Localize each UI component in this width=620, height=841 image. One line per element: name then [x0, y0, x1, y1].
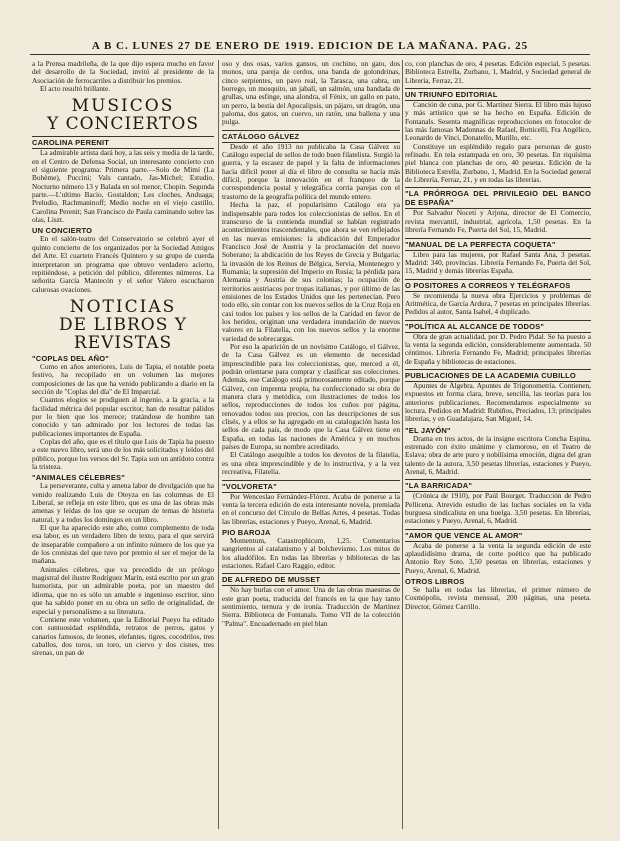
paragraph: En el salón-teatro del Conservatorio se celebró ayer el quinto concierto de los organizados por la Sociedad Amigos del Arte. El cuarteto Francés Quintero y su grupo de cuerda interpretaron un programa que obtuvo verdadero acierto, repitiéndose, a petición del público, diferentes números. La señorita García Mantecón y el señor Valero escucharon calurosas ovaciones.: [32, 234, 214, 294]
paragraph: Contiene este volumen, que la Editorial Pueyo ha editado con suntuosidad espléndida, retratos de perros, gatos y canarios famosos, de leones, elefantes, tigres, cocodrilos, tres caballos, dos toros, un toro, un ciervo y dos cisnes, tres sirenas, un pan de: [32, 614, 214, 658]
column-1: [32, 60, 214, 829]
article-heading: "LA PRÓRROGA DEL PRIVILEGIO DEL BANCO DE ESPAÑA": [405, 189, 591, 208]
paragraph: Apuntes de Álgebra. Apuntes de Trigonometría. Contienen, expuestos en forma clara, breve, sencilla, las teorías para los anteriores publicaciones. Recomendamos especialmente su lectura. Pedidos en Madrid: Rubiños, Preciados, 13; principales librerías, y en Guadalajara, San Miguel, 14.: [405, 380, 591, 424]
article-heading: CATÁLOGO GÁLVEZ: [222, 130, 400, 143]
section-title-musicos: MUSICOS: [71, 96, 175, 117]
paragraph: La admirable artista dará hoy, a las seis y media de la tarde, en el Centro de Defensa Social, un interesante concierto con el siguiente programa: Primera parte.—Solo de Mimí (La Bohème), Puccini; Vals cantado, Jas-Michel; Estudio, Nocturno número 13 y Balada en sol menor, Chopin. Segunda parte.—L'ultimo Bacio, Gostaldon; Les cloches, Anduaga; Preludio, Rachmaninoff; Medio noche en el viejo castillo, Carolina Perenit; San Francisco de Paula caminando sobre las olas, Liszt.: [32, 148, 214, 225]
paragraph: co, con planchas de oro, 4 pesetas. Edición especial, 5 pesetas. Biblioteca Estrella, Zurbano, 1, Madrid, y Sociedad general de Librería, Ferraz, 21.: [405, 60, 591, 85]
column-2: [222, 60, 400, 829]
paragraph: oso y dos osas, varios gansos, un cochino, un gato, dos monos, una pareja de cerdos, una banda de golondrinas, cinco serpientes, un pavo real, la Tarasca, una cabra, un borrego, un mosquito, un jabalí, un salmón, una bandada de grullas, una esfinge, una alondra, el Fénix, un gallo en pato, un perro, la bestia del Apocalipsis, un pájaro, un dragón, una paloma, dos gatos, un cuervo, un ratón, una ballena y una pulga.: [222, 60, 400, 127]
column-divider: [218, 60, 219, 829]
article-heading: "ANIMALES CÉLEBRES": [32, 473, 126, 483]
article-heading: "MANUAL DE LA PERFECTA COQUETA": [405, 238, 591, 251]
paragraph: Por Wenceslao Fernández-Flórez. Acaba de ponerse a la venta la tercera edición de esta interesante novela, premiada en el concurso del Círculo de Bellas Artes, 4 pesetas. Todas las librerías, estaciones y Pueyo, Arenal, 6, Madrid.: [222, 491, 400, 526]
paragraph: La perseverante, culta y amena labor de divulgación que ha venido realizando Luis de Oteyza en las columnas de El Liberal, se refleja en este libro, que es una de las obras más amenas y leídas de los que se ocupan de temas de historia natural, y a todos los domingos en un libro.: [32, 481, 214, 524]
paragraph: Hecha la paz, el popularísimo Catálogo era ya indispensable para todos los coleccionistas de sellos. En el transcurso de la contienda mundial se habían registrado acontecimientos trascendentales, que ahora se ven reflejados en las nuevas emisiones: la abdicación del Emperador Francisco José de Austria y la proclamación del nuevo Soberano; la abdicación de los Reyes de Grecia y Bulgaria; la invasión de los Reinos de Bélgica, Servia, Montenegro y Rumanía; la supresión del Imperio en Rusia; la pérdida para Alemania y Austria de sus colonias; la ocupación de territorios austriacos por tropas italianas, y por último de las emisiones de los Estados Unidos que les pertenecían. Pero todo ello, sin contar con los nuevos sellos de la Cruz Roja en casi todos los países y los sellos de la Caridad en favor de los heridos, originan una verdadera inundación de nuevos valores en la Filatelia, con los nuevos sellos y la enorme variedad de sobrecargas.: [222, 200, 400, 343]
section-title-libros: DE LIBROS Y REVISTAS: [59, 314, 187, 353]
article-heading: "LA BARRICADA": [405, 479, 591, 492]
article-heading: O POSITORES A CORREOS Y TELÉGRAFOS: [405, 279, 591, 292]
paragraph: Animales célebres, que va precedido de un prólogo magistral del ilustre Rodríguez Marín, está escrito por un gran humorista, por un admirable poeta, por un maestro del idioma, que no es sólo un amable e ingenioso escritor, sino que ha sabido poner en su obra un sello de originalidad, de especial y personalismo a su literatura.: [32, 564, 214, 616]
article-heading: "AMOR QUE VENCE AL AMOR": [405, 529, 591, 542]
article-heading: UN CONCIERTO: [32, 226, 93, 236]
paragraph: Libro para las mujeres, por Rafael Santa Ana, 3 pesetas. Madrid: 340, provincias. Librería Fernando Fe, Puerta del Sol, 15, Madrid y demás librerías España.: [405, 249, 591, 276]
paragraph: Por Salvador Noceti y Arjona, director de El Comercio, revista mercantil, industrial, agrícola, 1,50 pesetas. En la librería Fernando Fe, Puerta del Sol, 15, Madrid.: [405, 208, 591, 235]
paragraph: No hay burlas con el amor. Una de las obras maestras de este gran poeta, traducida del francés en la que hay tanto sentimiento, ternura y de ironía. Traducción de Martínez Sierra. Biblioteca de Fontanals. Tomo VII de la colección "Palma". Encuadernado en piel blan: [222, 585, 400, 628]
paragraph: Drama en tres actos, de la insigne escritora Concha Espina, estrenado con éxito unánime y clamoroso, en el Teatro de Eslava; obra de arte puro y nobilísima emoción, digna del gran talento de la autora, 3,50 pesetas librerías, estaciones y Pueyo, Arenal, 6, Madrid.: [405, 433, 591, 477]
article-heading: PIO BAROJA: [222, 527, 271, 537]
paragraph: El que ha aparecido este año, como complemento de toda esa labor, es un verdadero libro de texto, para el que servirá de inseparable compañero a un infinito número de los que ya de los cronistas del que tuvo por premio el ser el mejor de la mañana.: [32, 523, 214, 566]
paragraph: (Crónica de 1910), por Paúl Bourget. Traducción de Pedro Pellicena. Atrevido estudio de las luchas sociales en la vida burguesa sindicalista en una huelga. 3,50 pesetas. En librerías, estaciones y Pueyo, Arenal, 6, Madrid.: [405, 491, 591, 526]
paragraph: Como en años anteriores, Luis de Tapia, el notable poeta festivo, ha recopilado en un volumen las mejores composiciones de las que ha venido publicando a diario en la sección de "Coplas del día" de El Imparcial.: [32, 361, 214, 396]
column-3: [405, 60, 591, 829]
paragraph: El acto resultó brillante.: [40, 84, 111, 94]
paragraph: Momentum, Catastrophicum, 1,25. Comentarios sangrientos al catalanismo y al bolchevismo. Los mitos de los aliadófilos. En todas las librerías y bibliotecas de las estaciones. Rafael Caro Raggio, editor.: [222, 535, 400, 570]
paragraph: Coplas del año, que es el título que Luis de Tapia ha puesto a este nuevo libro, será uno de los más solicitados y leídos del público, porque los versos del Sr. Tapia son un antídoto contra la tristeza.: [32, 436, 214, 471]
paragraph: Acaba de ponerse a la venta la segunda edición de este aplaudidísimo drama, de corte poético que ha publicado Antonio Rey Soto. 3,50 pesetas en librerías, estaciones y Pueyo, Arenal, 6, Madrid.: [405, 540, 591, 575]
paragraph: Constituye un espléndido regalo para personas de gusto refinado. En tela estampada en oro, 30 pesetas. En riquísima piel blanca con planchas de oro, 40 pesetas. Edición de la Biblioteca Estrella, Zurbano, 1, Madrid. En la Sociedad general de Librería, Ferraz, 21, y en todas las librerías.: [405, 141, 591, 185]
article-heading: PUBLICACIONES DE LA ACADEMIA CUBILLO: [405, 369, 591, 382]
article-heading: CAROLINA PERENIT: [32, 136, 214, 149]
article-heading: "POLÍTICA AL ALCANCE DE TODOS": [405, 320, 591, 333]
header-rule: [30, 54, 590, 55]
paragraph: Desde el año 1913 no publicaba la Casa Gálvez su Catálogo especial de sellos de todo buen filatelista. Surgió la guerra, y la escasez de papel y la falta de informaciones hacía difícil poner al día el libro de consulta se hacía más difícil, porque la innovación en el franqueo de la correspondencia postal y telegráfica corría parejas con el trastorno de la geografía política del mundo entero.: [222, 141, 400, 201]
article-heading: OTROS LIBROS: [405, 577, 465, 587]
article-heading: "COPLAS DEL AÑO": [32, 353, 109, 363]
paragraph: Por eso la aparición de un novísimo Catálogo, el Gálvez, de la Casa Gálvez es un elemento de necesidad imprescindible para los coleccionistas, que, merced a él, podrán orientarse para comprar y clasificar sus colecciones. Además, ese Catálogo está primorosamente editado, porque Gálvez, con imprenta propia, ha confeccionado su obra de manera clara y metódica, con ilustraciones de todos los sellos, reproducciones de todos los cuños por página, renovados todos sus precios, con las descripciones de sus clisés, y a ellos se ha agregado en su catalogación hasta los sellos de cada país, de modo que la Casa Gálvez tiene en España, en todas las naciones de América y en muchos países de Europa, su nombre acreditado.: [222, 342, 400, 452]
paragraph: Se halla en todas las librerías, el primer número de Cosmópolis, revista mensual, 200 páginas, una peseta. Director, Gómez Carrillo.: [405, 585, 591, 611]
section-title-conciertos: Y CONCIERTOS: [46, 114, 199, 135]
paragraph: Se recomienda la nueva obra Ejercicios y problemas de Aritmética, de García Ardura, 7 pesetas en principales librerías. Pedidos al autor, Santa Isabel, 4 duplicado.: [405, 290, 591, 317]
article-heading: DE ALFREDO DE MUSSET: [222, 573, 400, 586]
paragraph: El Catálogo asequible a todos los devotos de la filatelia, es una obra imprescindible y de lo instructiva, y a la vez recreativa, Filatelia.: [222, 450, 400, 477]
paragraph: Cuantos elogios se prodiguen al ingenio, a la gracia, a la facilidad métrica del popular escritor, han de resultar pálidos por lo bien que los merece; tratándose de hombre tan conocido y tan admirado por los lectores de todas las publicaciones importantes de España.: [32, 395, 214, 438]
article-heading: "VOLVORETA": [222, 480, 400, 493]
column-divider: [402, 60, 403, 829]
article-heading: "EL JAYÓN": [405, 425, 451, 435]
paragraph: a la Prensa madrileña, de la que dijo espera mucho en favor del desarrollo de la Sociedad, invitó al presidente de la Asociación de ferrocarriles a distribuir los premios.: [32, 60, 214, 85]
paragraph: Canción de cuna, por G. Martínez Sierra. El libro más lujoso y más artístico que se ha hecho en España. Edición de Fontanals. Sesenta magníficas reproducciones en fotocolor de las más famosas Madonnas de Rafael, Botticelli, Fra Angélico, Leonardo de Vinci, Donatello, Murillo, etc.: [405, 100, 591, 143]
article-heading: UN TRIUNFO EDITORIAL: [405, 88, 591, 101]
page-header: A B C. LUNES 27 DE ENERO DE 1919. EDICION DE LA MAÑANA. PAG. 25: [91, 40, 529, 52]
paragraph: Obra de gran actualidad, por D. Pedro Pidal. Se ha puesto a la venta la segunda edición, considerablemente aumentada. 50 céntimos. Librería Fernando Fe, Madrid; principales librerías de España y bibliotecas de estaciones.: [405, 331, 591, 366]
section-title-noticias: NOTICIAS: [69, 296, 177, 317]
